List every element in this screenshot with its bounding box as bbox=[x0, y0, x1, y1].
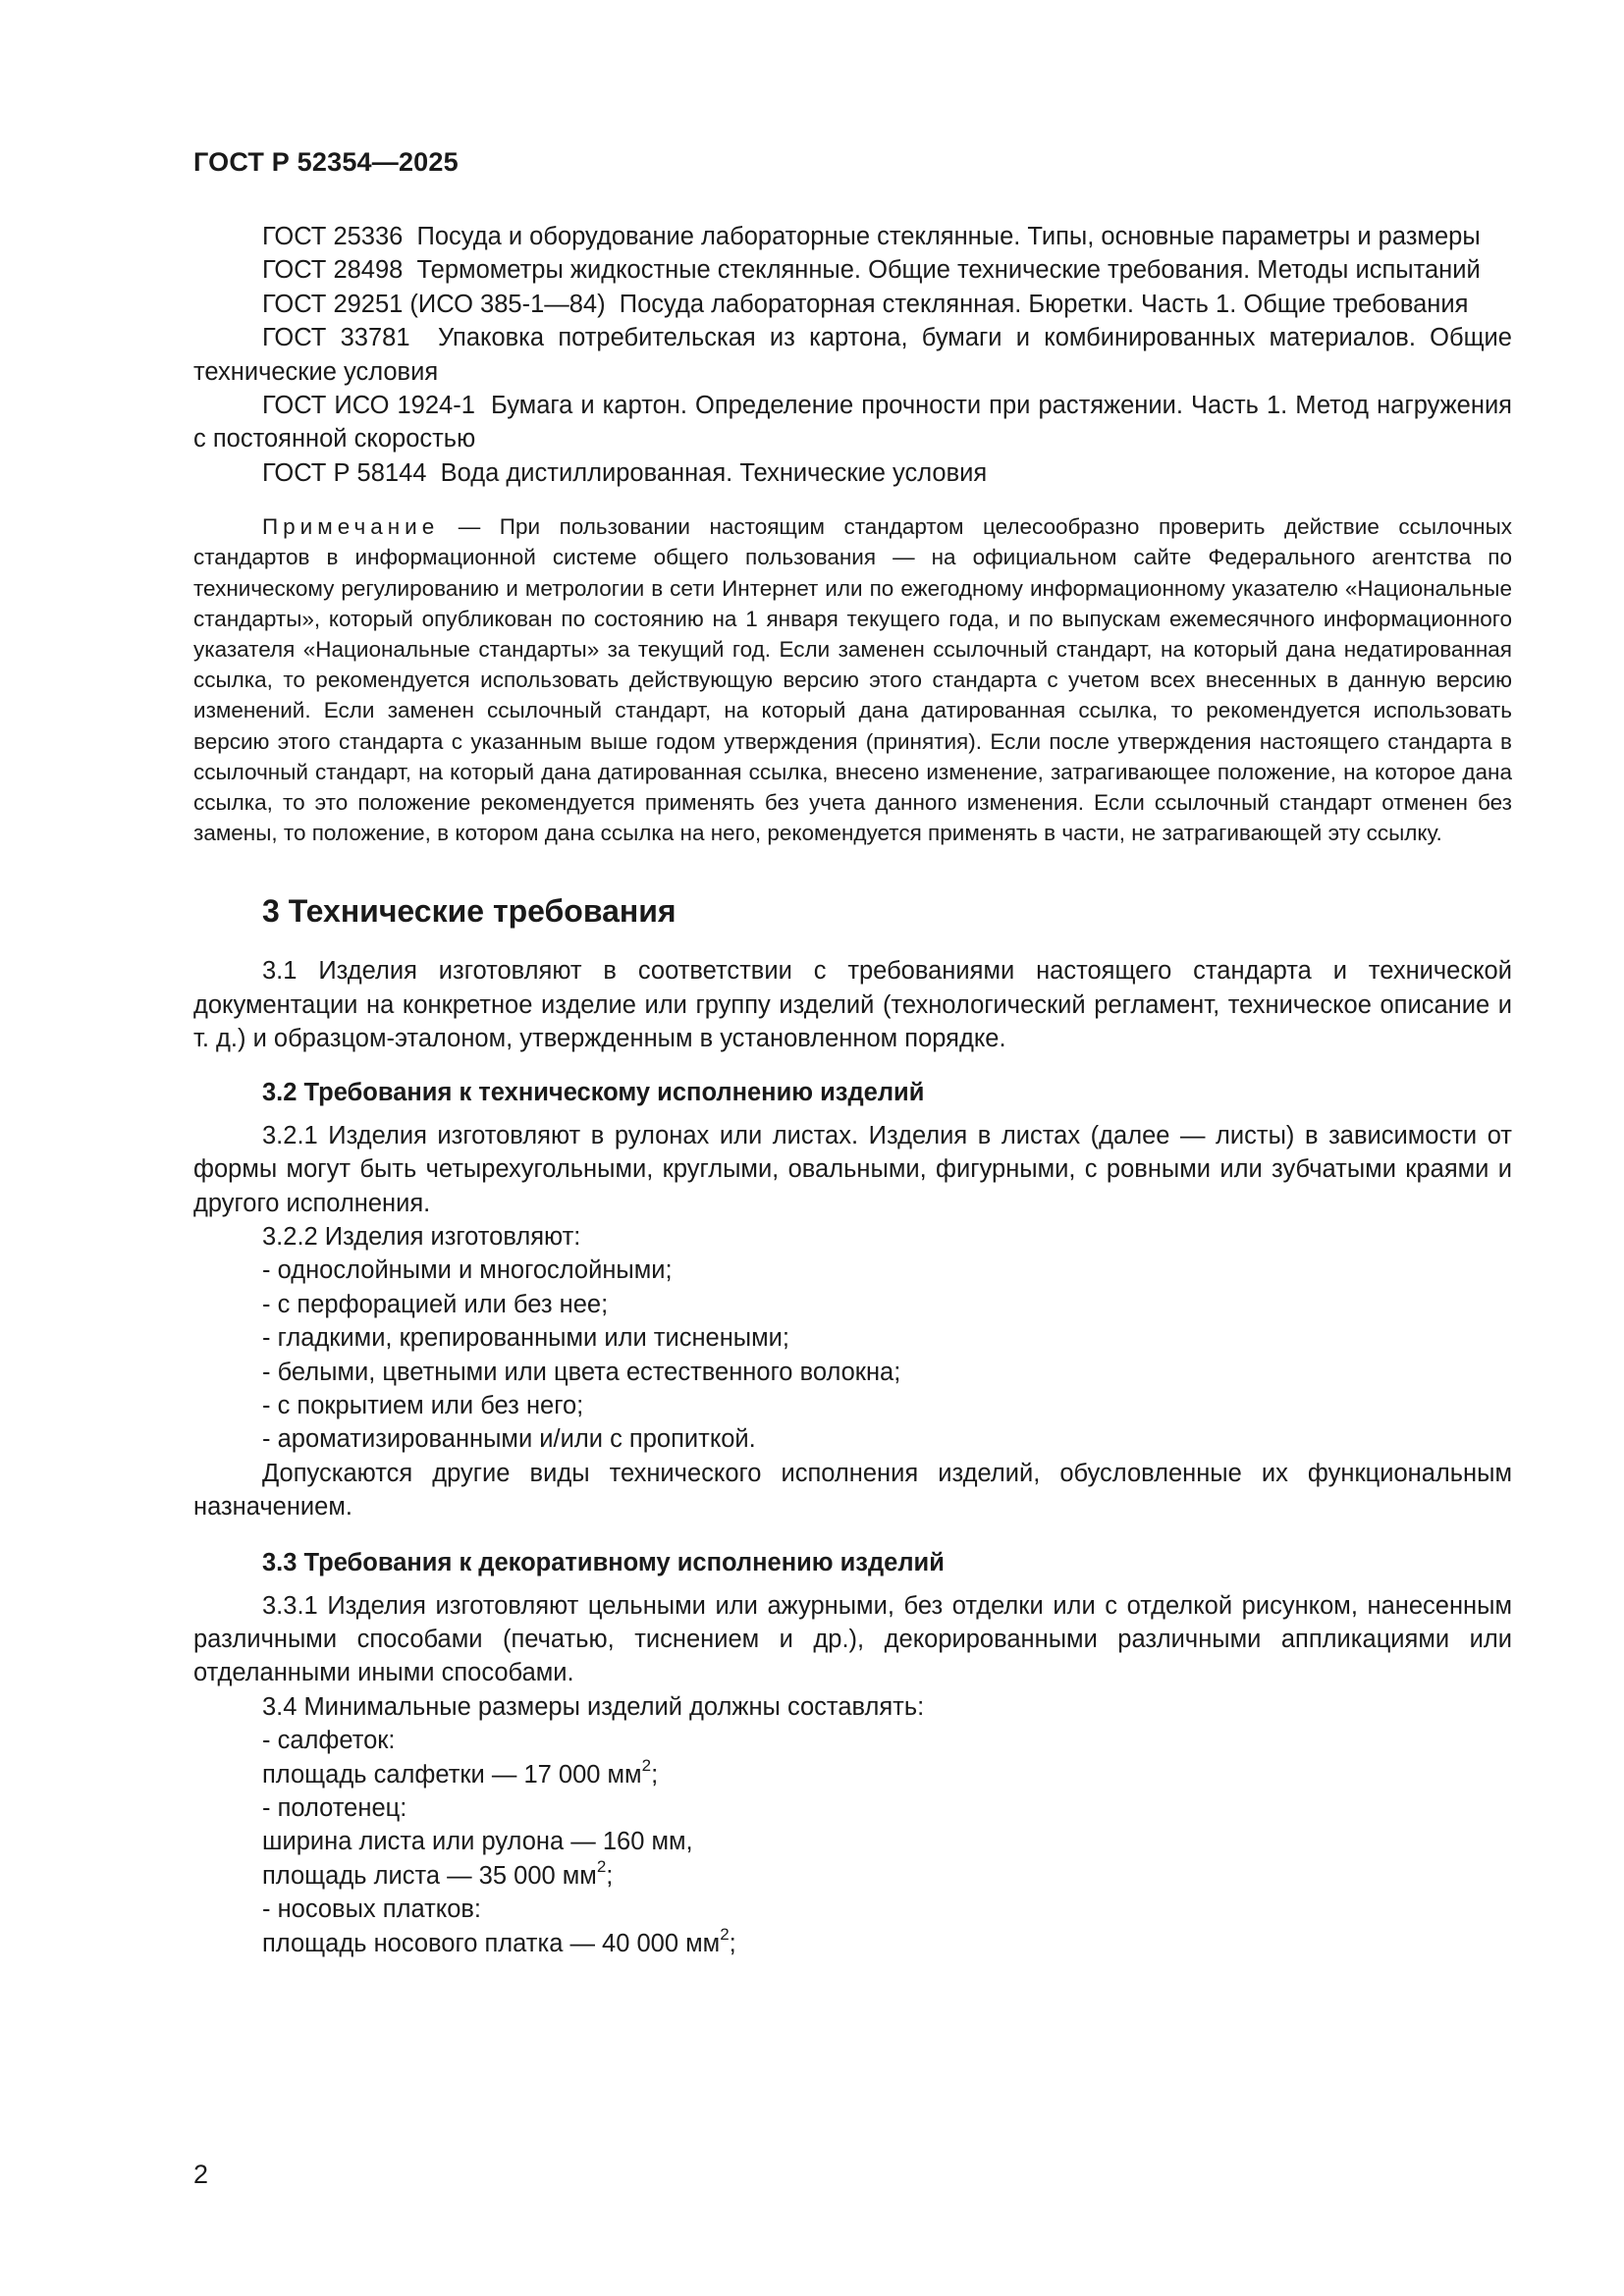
reference-title: Бумага и картон. Определение прочности при растяжении. Часть 1. Метод нагружения с постоянной скоростью bbox=[193, 392, 1512, 454]
sheet-area-line: площадь листа — 35 000 $мм^2$; bbox=[262, 1857, 614, 1890]
towel-width-line: ширина листа или рулона — 160 мм, bbox=[262, 1828, 693, 1856]
list-item: - однослойными и многослойными; bbox=[262, 1256, 673, 1285]
list-item-napkins: - салфеток: bbox=[262, 1727, 396, 1755]
list-item: - белыми, цветными или цвета естественного волокна; bbox=[262, 1358, 901, 1386]
reference-code: ГОСТ ИСО 1924-1 bbox=[262, 392, 475, 420]
page-number: 2 bbox=[193, 2160, 209, 2189]
list-item: - с покрытием или без него; bbox=[262, 1391, 584, 1419]
handkerchief-area-line: площадь носового платка — 40 000 $мм^2$; bbox=[262, 1925, 736, 1957]
subsection-title-3-2: 3.2 Требования к техническому исполнению изделий bbox=[262, 1078, 925, 1106]
normative-references-list bbox=[193, 220, 1512, 490]
reference-code: ГОСТ 29251 (ИСО 385-1—84) bbox=[262, 290, 606, 318]
section-title: 3 Технические требования bbox=[262, 893, 677, 930]
reference-title: Посуда лабораторная стеклянная. Бюретки. Часть 1. Общие требования bbox=[619, 290, 1469, 318]
unit-power: 2 bbox=[641, 1756, 652, 1776]
reference-item bbox=[193, 321, 1512, 389]
list-item: - ароматизированными и/или с пропиткой. bbox=[262, 1425, 756, 1454]
reference-code: ГОСТ 25336 bbox=[262, 223, 404, 250]
clause-3-4: 3.4 Минимальные размеры изделий должны составлять: bbox=[262, 1692, 925, 1721]
reference-code: ГОСТ 33781 bbox=[262, 324, 410, 352]
napkin-area-line: площадь салфетки — 17 000 $мм^2$; bbox=[262, 1756, 659, 1789]
reference-code: ГОСТ Р 58144 bbox=[262, 458, 427, 487]
execution-types-list bbox=[193, 1254, 1512, 1456]
clause-3-1: 3.1 Изделия изготовляют в соответствии с требованиями настоящего стандарта и технической документации на конкретное изделие или группу изделий (технологический регламент, техническое описание и т. д.) и образцом-эталоном, утвержденным в установленном порядке. bbox=[193, 957, 1512, 1053]
document-header: ГОСТ Р 52354—2025 bbox=[193, 147, 459, 177]
note-label: Примечание bbox=[262, 514, 440, 540]
list-item: - с перфорацией или без нее; bbox=[262, 1290, 609, 1318]
reference-item bbox=[193, 253, 1512, 287]
list-item: - гладкими, крепированными или тиснеными; bbox=[262, 1324, 789, 1353]
reference-item bbox=[193, 288, 1512, 321]
note-text: — При пользовании настоящим стандартом целесообразно проверить действие ссылочных стандартов в информационной системе общего пользования — на официальном сайте Федерального агентства по техническому регулированию и метрологии в сети Интернет или по ежегодному информационному указателю «Национальные стандарты», который опубликован по состоянию на 1 января текущего года, и по выпускам ежемесячного информационного указателя «Национальные стандарты» за текущий год. Если заменен ссылочный стандарт, на который дана недатированная ссылка, то рекомендуется использовать действующую версию этого стандарта с учетом всех внесенных в данную версию изменений. Если заменен ссылочный стандарт, на который дана датированная ссылка, то рекомендуется использовать версию этого стандарта с указанным выше годом утверждения (принятия). Если после утверждения настоящего стандарта в ссылочный стандарт, на который дана датированная ссылка, внесено изменение, затрагивающее положение, на которое дана ссылка, то это положение рекомендуется применять без учета данного изменения. Если ссылочный стандарт отменен без замены, то положение, в котором дана ссылка на него, рекомендуется применять в части, не затрагивающей эту ссылку. bbox=[193, 514, 1512, 846]
list-item-handkerchiefs: - носовых платков: bbox=[262, 1896, 482, 1924]
clause-3-2-1: 3.2.1 Изделия изготовляют в рулонах или листах. Изделия в листах (далее — листы) в зависимости от формы могут быть четырехугольными, круглыми, овальными, фигурными, с ровными или зубчатыми краями и другого исполнения. bbox=[193, 1121, 1512, 1217]
unit-power: 2 bbox=[596, 1857, 607, 1877]
reference-item bbox=[193, 456, 1512, 490]
reference-title: Термометры жидкостные стеклянные. Общие технические требования. Методы испытаний bbox=[416, 256, 1481, 285]
reference-item bbox=[193, 389, 1512, 456]
reference-title: Упаковка потребительская из картона, бумаги и комбинированных материалов. Общие технические условия bbox=[193, 324, 1512, 386]
other-execution-paragraph: Допускаются другие виды технического исполнения изделий, обусловленные их функциональным назначением. bbox=[193, 1459, 1512, 1522]
clause-3-3-1: 3.3.1 Изделия изготовляют цельными или ажурными, без отделки или с отделкой рисунком, нанесенным различными способами (печатью, тиснением и др.), декорированными различными аппликациями или отделанными иными способами. bbox=[193, 1591, 1512, 1687]
unit-power: 2 bbox=[720, 1925, 730, 1945]
reference-item bbox=[193, 220, 1512, 253]
list-item-towels: - полотенец: bbox=[262, 1794, 407, 1823]
clause-3-2-2: 3.2.2 Изделия изготовляют: bbox=[262, 1222, 581, 1251]
document-body bbox=[193, 220, 1512, 1960]
subsection-title-3-3: 3.3 Требования к декоративному исполнению изделий bbox=[262, 1548, 945, 1576]
reference-code: ГОСТ 28498 bbox=[262, 256, 404, 285]
minimum-sizes-list bbox=[193, 1724, 1512, 1960]
reference-title: Посуда и оборудование лабораторные стеклянные. Типы, основные параметры и размеры bbox=[416, 223, 1481, 250]
note-paragraph bbox=[193, 511, 1512, 848]
reference-title: Вода дистиллированная. Технические условия bbox=[440, 458, 988, 487]
